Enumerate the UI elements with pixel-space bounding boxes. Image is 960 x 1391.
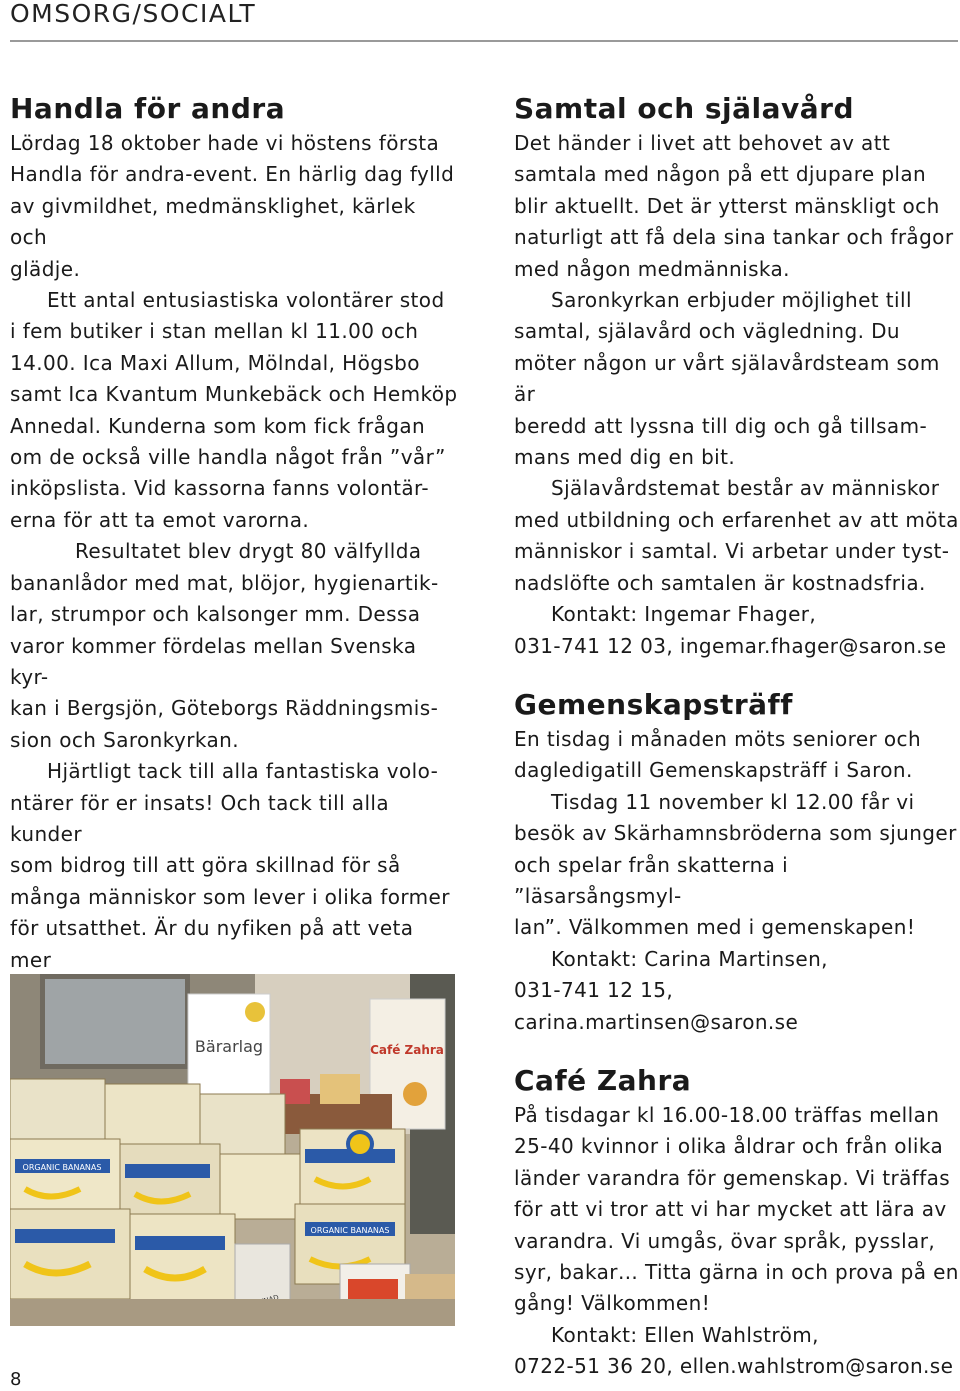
article-handla-for-andra: [10, 90, 458, 1102]
article-paragraph: Det händer i livet att behovet av att samtala med någon på ett djupare plan blir aktuellt. Det är ytterst mänskligt och naturligt att få dela sina tankar och frågor med någon medmänniska.: [514, 131, 954, 281]
box-label: ORGANIC BANANAS: [310, 1226, 390, 1235]
photo-banana-boxes: [10, 974, 455, 1326]
article-paragraph: Tisdag 11 november kl 12.00 får vi besök av Skärhamnsbröderna som sjunger och spelar från skatterna i ”läsarsångsmyl- lan”. Välkommen med i gemenskapen!: [514, 789, 957, 940]
article-samtal-och-sjalavard: [514, 90, 960, 662]
section-header: OMSORG/SOCIALT: [10, 0, 257, 28]
article-paragraph: Ett antal entusiastiska volontärer stod i fem butiker i stan mellan kl 11.00 och 14.00. Ica Maxi Allum, Mölndal, Högsbo samt Ica Kvantum Munkebäck och Hemköp Annedal. Kunderna som kom fick frågan om de också ville handla något från ”vår” inköpslista. Vid kassorna fanns volontär- erna för att ta emot varorna.: [10, 288, 458, 532]
article-paragraph: Själavårdstemat består av människor med utbildning och erfarenhet av att möta människor i samtal. Vi arbetar under tyst- nadslöfte och samtalen är kostnadsfria.: [514, 476, 959, 595]
article-paragraph: Resultatet blev drygt 80 välfyllda bananlådor med mat, blöjor, hygienartik- lar, strumpor och kalsonger mm. Dessa varor kommer fördelas mellan Svenska kyr- kan i Bergsjön, Göteborgs Räddningsmis- sion och Saronkyrkan.: [10, 539, 439, 752]
contact-info: Kontakt: Ellen Wahlström, 0722-51 36 20, ellen.wahlstrom@saron.se: [514, 1322, 954, 1379]
contact-info: Kontakt: Ingemar Fhager, 031-741 12 03, ingemar.fhager@saron.se: [514, 602, 947, 658]
sign-bararlag-text: Bärarlag: [194, 1037, 264, 1056]
right-column: [514, 90, 960, 1383]
article-title: Samtal och själavård: [514, 92, 855, 125]
article-paragraph: På tisdagar kl 16.00-18.00 träffas mellan 25-40 kvinnor i olika åldrar och från olika länder varandra för gemenskap. Vi träffas för att vi tror att vi har mycket att lära av varandra. Vi umgås, övar språk, pysslar, syr, bakar… Titta gärna in och prova på en gång! Välkommen!: [514, 1102, 959, 1316]
article-paragraph: Saronkyrkan erbjuder möjlighet till samtal, själavård och vägledning. Du möter någon ur vårt själavårdsteam som är beredd att lyssna till dig och gå tillsam- mans med dig en bit.: [514, 288, 940, 470]
article-title: Gemenskapsträff: [514, 687, 793, 721]
article-cafe-zahra: [514, 1062, 960, 1383]
sign-cafe-zahra-text: Café Zahra: [370, 1043, 444, 1057]
page-number: 8: [10, 1369, 22, 1390]
header-divider: [10, 40, 958, 42]
photo-illustration: [10, 974, 455, 1326]
article-title: Handla för andra: [10, 92, 286, 125]
article-paragraph: En tisdag i månaden möts seniorer och dagledigatill Gemenskapsträff i Saron.: [514, 726, 922, 783]
box-label: ORGANIC BANANAS: [22, 1163, 102, 1172]
article-title: Café Zahra: [514, 1063, 692, 1097]
article-paragraph: Lördag 18 oktober hade vi höstens första Handla för andra-event. En härlig dag fylld av givmildhet, medmänsklighet, kärlek och glädje.: [10, 131, 455, 281]
contact-info: Kontakt: Carina Martinsen, 031-741 12 15, carina.martinsen@saron.se: [514, 946, 828, 1034]
article-paragraph: Hjärtligt tack till alla fantastiska volo- ntärer för er insats! Och tack till alla kunder som bidrog till att göra skillnad för så många människor som lever i olika former för utsatthet. Är du nyfiken på att veta mer: [10, 759, 450, 972]
article-gemenskapstraff: [514, 686, 960, 1038]
